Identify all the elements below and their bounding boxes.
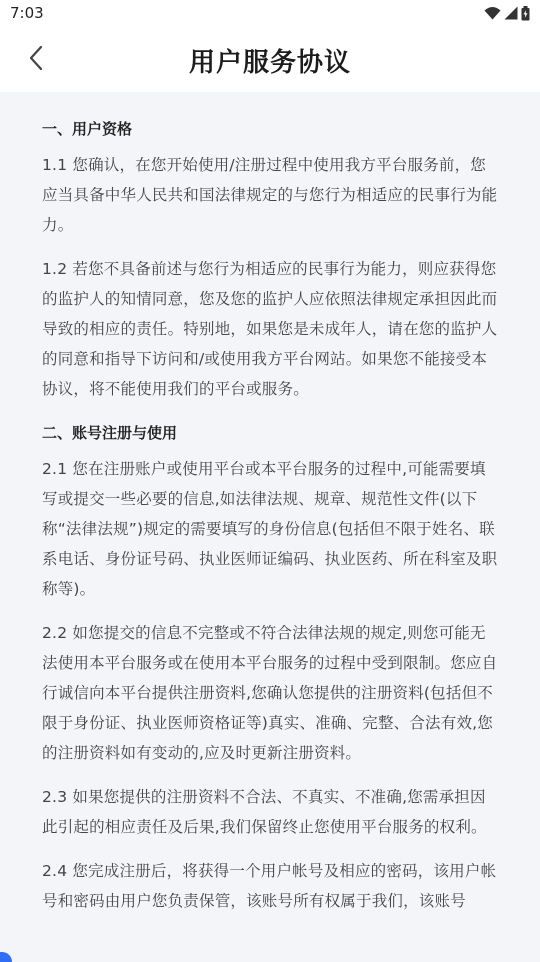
clause-1-1: 1.1 您确认，在您开始使用/注册过程中使用我方平台服务前，您应当具备中华人民共和国法律规定的与您行为相适应的民事行为能力。 (42, 156, 498, 234)
status-icons (484, 4, 530, 22)
section-user-qualification (42, 114, 498, 404)
clause-1-2: 1.2 若您不具备前述与您行为相适应的民事行为能力，则应获得您的监护人的知情同意，您及您的监护人应依照法律规定承担因此而导致的相应的责任。特别地，如果您是未成年人，请在您的监护人的同意和指导下访问和/或使用我方平台网站。如果您不能接受本协议，将不能使用我们的平台或服务。 (42, 260, 498, 398)
clause-2-1: 2.1 您在注册账户或使用平台或本平台服务的过程中,可能需要填写或提交一些必要的信息,如法律法规、规章、规范性文件(以下称“法律法规”)规定的需要填写的身份信息(包括但不限于姓名、联系电话、身份证号码、执业医师证编码、执业医药、所在科室及职称等)。 (42, 460, 498, 598)
status-bar (0, 0, 540, 28)
wifi-icon (484, 6, 501, 20)
section-heading: 一、用户资格 (42, 120, 133, 138)
app-header (0, 28, 540, 92)
status-time: 7:03 (10, 4, 44, 22)
battery-icon (521, 6, 530, 21)
signal-icon (504, 6, 518, 20)
page-title: 用户服务协议 (188, 48, 351, 78)
section-account-registration (42, 418, 498, 916)
agreement-content[interactable] (0, 92, 540, 962)
clause-2-2: 2.2 如您提交的信息不完整或不符合法律法规的规定,则您可能无法使用本平台服务或在使用本平台服务的过程中受到限制。您应自行诚信向本平台提供注册资料,您确认您提供的注册资料(包括但不限于身份证、执业医师资格证等)真实、准确、完整、合法有效,您的注册资料如有变动的,应及时更新注册资料。 (42, 624, 498, 762)
clause-2-4: 2.4 您完成注册后，将获得一个用户帐号及相应的密码，该用户帐号和密码由用户您负责保管，该账号所有权属于我们，该账号 (42, 862, 497, 910)
section-heading: 二、账号注册与使用 (42, 424, 178, 442)
clause-2-3: 2.3 如果您提供的注册资料不合法、不真实、不准确,您需承担因此引起的相应责任及后果,我们保留终止您使用平台服务的权利。 (42, 788, 487, 836)
